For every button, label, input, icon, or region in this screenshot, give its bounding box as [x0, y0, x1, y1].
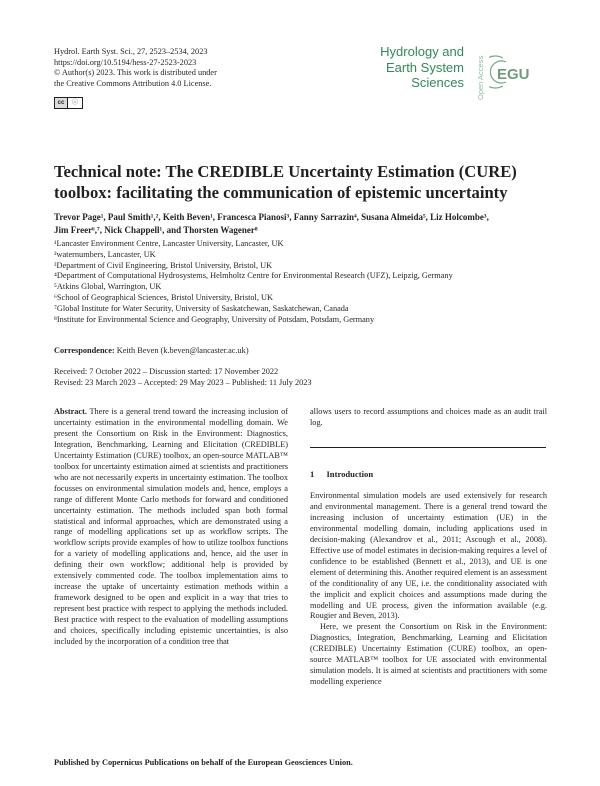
affiliation-item: ⁴Department of Computational Hydrosystems, Helmholtz Centre for Environmental Research (UFZ), Leipzig, Germany — [54, 271, 453, 281]
journal-name-line2: Earth System — [385, 59, 464, 75]
paper-title — [54, 161, 549, 203]
abstract-text: There is a general trend toward the increasing inclusion of uncertainty estimation in the environmental modelling domain. We present the Consortium on Risk in the Environment: Diagnostics, Integration, Benchmarking, Learning and Elicitation (CREDIBLE) Uncertainty Estimation (CURE) toolbox, an open-source MATLAB™ toolbox for uncertainty estimation aimed at scientists and practitioners who are not necessarily experts in uncertainty estimation. The toolbox focusses on environmental simulation models and, hence, employs a range of different Monte Carlo methods for forward and conditioned uncertainty estimation. The methods included span both formal statistical and informal approaches, which are demonstrated using a range of modelling applications set up as workflow scripts. The workflow scripts provide examples of how to utilize toolbox functions for a variety of modelling applications and, hence, aid the user in defining their own workflow; additional help is provided by extensively commented code. The toolbox implementation aims to increase the uptake of uncertainty estimation methods within a framework designed to be open and explicit in a way that tries to represent best practice with respect to applying the methods included. Best practice with respect to the evaluation of modelling assumptions and choices, specifically including epistemic uncertainties, is also included by the incorporation of a condition tree that — [54, 407, 288, 647]
affiliation-item: ⁶School of Geographical Sciences, Bristol University, Bristol, UK — [54, 292, 273, 302]
citation-block — [54, 47, 314, 89]
open-access-label — [474, 42, 486, 102]
section-title: Introduction — [326, 469, 374, 479]
publisher-footer: Published by Copernicus Publications on behalf of the European Geosciences Union. — [54, 758, 353, 767]
affiliations — [54, 239, 549, 325]
authors-line-1: Trevor Page¹, Paul Smith¹,², Keith Beven¹, Francesca Pianosi³, Fanny Sarrazin⁴, Susana Almeida⁵, Liz Holcombe³, — [54, 212, 489, 222]
title-line-2: toolbox: facilitating the communication of epistemic uncertainty — [54, 183, 508, 202]
affiliation-item: ⁵Atkins Global, Warrington, UK — [54, 282, 162, 292]
author-list — [54, 211, 549, 238]
affiliation-item: ³Department of Civil Engineering, Bristol University, Bristol, UK — [54, 260, 273, 270]
section-divider — [310, 447, 546, 448]
journal-name — [380, 44, 464, 91]
journal-name-line1: Hydrology and — [380, 44, 464, 59]
correspondence-label: Correspondence: — [54, 346, 115, 355]
egu-logo-text: EGU — [497, 66, 530, 83]
by-icon: ⓘ — [71, 100, 78, 106]
publication-dates — [54, 366, 312, 388]
cc-icon: cc — [55, 98, 68, 108]
section-number: 1 — [310, 469, 315, 479]
egu-logo — [489, 52, 545, 92]
open-access-text: Open Access — [476, 55, 485, 100]
abstract-continued — [310, 407, 547, 429]
affiliation-item: ⁸Institute for Environmental Science and Geography, University of Potsdam, Potsdam, Germany — [54, 314, 375, 324]
correspondence-email[interactable]: Keith Beven (k.beven@lancaster.ac.uk) — [116, 346, 249, 355]
dates-published: Revised: 23 March 2023 – Accepted: 29 May 2023 – Published: 11 July 2023 — [54, 378, 312, 387]
affiliation-item: ¹Lancaster Environment Centre, Lancaster University, Lancaster, UK — [54, 239, 284, 248]
title-line-1: Technical note: The CREDIBLE Uncertainty Estimation (CURE) — [54, 162, 517, 181]
correspondence — [54, 346, 249, 355]
dates-received: Received: 7 October 2022 – Discussion started: 17 November 2022 — [54, 367, 279, 376]
license-line: the Creative Commons Attribution 4.0 License. — [54, 78, 212, 88]
affiliation-item: ⁷Global Institute for Water Security, University of Saskatchewan, Saskatchewan, Canada — [54, 303, 349, 313]
abstract-label: Abstract. — [54, 407, 87, 416]
doi-link[interactable]: https://doi.org/10.5194/hess-27-2523-2023 — [54, 57, 197, 67]
cc-by-license-badge[interactable] — [54, 97, 83, 109]
intro-paragraph-2: Here, we present the Consortium on Risk in the Environment: Diagnostics, Integration, Benchmarking, Learning and Elicitation (CREDIBLE) Uncertainty Estimation (CURE) toolbox, an open-source MATLAB™ toolbox for UE associated with environmental simulation models. It is aimed at scientists and practitioners with some modelling experience — [310, 622, 547, 687]
intro-paragraph-1: Environmental simulation models are used extensively for research and environmental management. There is a general trend toward the increasing inclusion of uncertainty estimation (UE) in the environmental modelling domain, including applications used in decision-making (Alexandrov et al., 2011; Ascough et al., 2008). Effective use of model estimates in decision-making requires a level of confidence to be established (Bennett et al., 2013), and UE is one element of determining this. Another required element is an assessment of the conditionality of any UE, i.e. the conditionality associated with the implicit and explicit choices and assumptions made during the modelling and UE process, given the information available (e.g. Rougier and Beven, 2013). — [310, 491, 547, 621]
authors-line-2: Jim Freer⁶,⁷, Nick Chappell¹, and Thorsten Wagener⁸ — [54, 225, 258, 236]
abstract-continued-text: allows users to record assumptions and choices made as an audit trail log. — [310, 407, 547, 427]
introduction-body — [310, 491, 547, 688]
journal-citation: Hydrol. Earth Syst. Sci., 27, 2523–2534, 2023 — [54, 47, 208, 56]
section-heading-introduction — [310, 469, 383, 479]
journal-name-line3: Sciences — [411, 75, 464, 90]
copyright-line: © Author(s) 2023. This work is distributed under — [54, 68, 217, 78]
abstract — [54, 407, 288, 648]
affiliation-item: ²waternumbers, Lancaster, UK — [54, 249, 156, 259]
